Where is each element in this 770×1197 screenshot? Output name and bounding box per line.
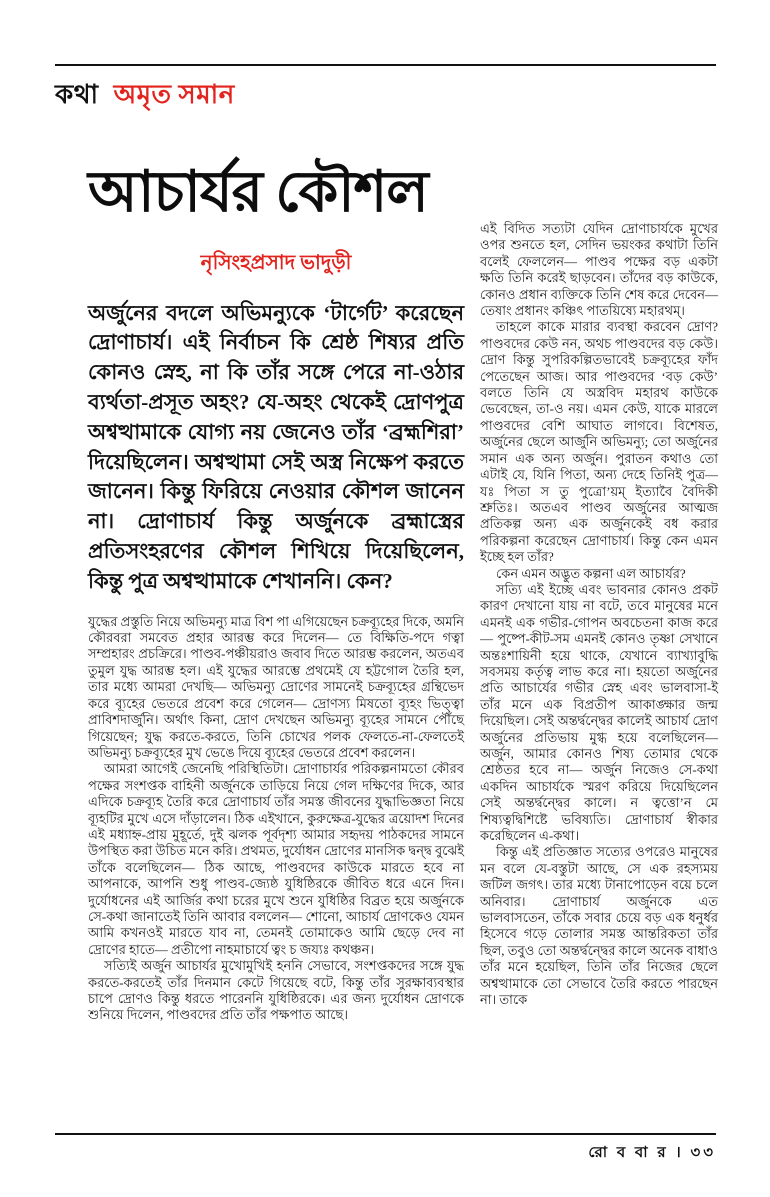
paragraph: তাহলে কাকে মারার ব্যবস্থা করবেন দ্রোণ? পাণ্ডবদের কেউ নন, অথচ পাণ্ডবদের বড় কেউ। দ্রোণ কিন্তু সুপরিকল্পিতভাবেই চক্রব্যূহের ফাঁদ পেতেছেন আজ। আর পাণ্ডবদের ‘বড় কেউ’ বলতে তিনি যে অস্ত্রবিদ মহারথ কাউকে ভেবেছেন, তা-ও নয়। এমন কেউ, যাকে মারলে পাণ্ডবদের বেশি আঘাত লাগবে। বিশেষত, অর্জুনের ছেলে আর্জুনি অভিমন্যু; তো অর্জুনের সমান এক অন্য অর্জুন। পুরাতন কথাও তো এটাই যে, যিনি পিতা, অন্য দেহে তিনিই পুত্র— যঃ পিতা স তু পুত্রো’য়ম্ ইত্যাবৈ বৈদিকী শ্রুতিঃ। অতএব পাণ্ডব অর্জুনের আত্মজ প্রতিকল্প অন্য এক অর্জুনকেই বধ করার পরিকল্পনা করেছেন দ্রোণাচার্য। কিন্তু কেন এমন ইচ্ছে হল তাঁর?: [480, 319, 718, 565]
header-rule: [55, 64, 716, 66]
article-lede: অর্জুনের বদলে অভিমন্যুকে ‘টার্গেট’ করেছেন দ্রোণাচার্য। এই নির্বাচন কি শ্রেষ্ঠ শিষ্যর প্রতি কোনও স্নেহ, না কি তাঁর সঙ্গে পেরে না-ওঠার ব্যর্থতা-প্রসূত অহং? যে-অহং থেকেই দ্রোণপুত্র অশ্বত্থামাকে যোগ্য নয় জেনেও তাঁর ‘ব্রহ্মশিরা’ দিয়েছিলেন। অশ্বত্থামা সেই অস্ত্র নিক্ষেপ করতে জানেন। কিন্তু ফিরিয়ে নেওয়ার কৌশল জানেন না। দ্রোণাচার্য কিন্তু অর্জুনকে ব্রহ্মাস্ত্রের প্রতিসংহরণের কৌশল শিখিয়ে দিয়েছিলেন, কিন্তু পুত্র অশ্বত্থামাকে শেখাননি। কেন?: [88, 300, 464, 593]
article-headline: আচার্যর কৌশল: [88, 161, 428, 224]
footer-rule: [55, 1133, 716, 1135]
left-column-body: [88, 614, 464, 1024]
paragraph: আমরা আগেই জেনেছি পরিস্থিতিটা। দ্রোণাচার্যর পরিকল্পনামতো কৌরব পক্ষের সংশপ্তক বাহিনী অর্জুনকে তাড়িয়ে নিয়ে গেল দক্ষিণের দিকে, আর এদিকে চক্রব্যূহ তৈরি করে দ্রোণাচার্য তাঁর সমস্ত জীবনের যুদ্ধাভিজ্ঞতা নিয়ে ব্যূহটির মুখে এসে দাঁড়ালেন। ঠিক এইখানে, কুরুক্ষেত্র-যুদ্ধের ত্রয়োদশ দিনের এই মধ্যাহ্ন-প্রায় মুহূর্তে, দুই ঝলক পূর্বদৃশ্য আমার সহৃদয় পাঠকদের সামনে উপস্থিত করা উচিত মনে করি। প্রথমত, দুর্যোধন দ্রোণের মানসিক দ্বন্দ্ব বুঝেই তাঁকে বলেছিলেন— ঠিক আছে, পাণ্ডবদের কাউকে মারতে হবে না আপনাকে, আপনি শুধু পাণ্ডব-জ্যেষ্ঠ যুধিষ্ঠিরকে জীবিত ধরে এনে দিন। দুর্যোধনের এই আর্জির কথা চরের মুখে শুনে যুধিষ্ঠির বিব্রত হয়ে অর্জুনকে সে-কথা জানাতেই তিনি আবার বললেন— শোনো, আচার্য দ্রোণকেও যেমন আমি কখনওই মারতে যাব না, তেমনই তোমাকেও আমি ছেড়ে দেব না দ্রোণের হাতে— প্রতীপো নাহমাচার্যে ত্বং চ জয্যঃ কথঞ্চন।: [88, 761, 465, 957]
paragraph: কিন্তু এই প্রতিজ্ঞাত সত্যের ওপরেও মানুষের মন বলে যে-বস্তুটা আছে, সে এক রহস্যময় জটিল জগৎ। তার মধ্যে টানাপোড়েন বয়ে চলে অনিবার। দ্রোণাচার্য অর্জুনকে এত ভালবাসতেন, তাঁকে সবার চেয়ে বড় এক ধনুর্ধর হিসেবে গড়ে তোলার সমস্ত আন্তরিকতা তাঁর ছিল, তবুও তো অন্তর্দ্বন্দ্বের কালে অনেক বাধাও তাঁর মনে হয়েছিল, তিনি তাঁর নিজের ছেলে অশ্বত্থামাকে তো সেভাবে তৈরি করতে পারছেন না। তাকে: [480, 844, 718, 1008]
paragraph: এই বিদিত সত্যটা যেদিন দ্রোণাচার্যকে মুখের ওপর শুনতে হল, সেদিন ভয়ংকর কথাটা তিনি বলেই ফেললেন— পাণ্ডব পক্ষের বড় একটা ক্ষতি তিনি করেই ছাড়বেন। তাঁদের বড় কাউকে, কোনও প্রধান ব্যক্তিকে তিনি শেষ করে দেবেন— তেষাং প্রধানং কঞ্চিৎ পাতয়িষ্যে মহারথম্।: [480, 221, 718, 319]
left-column: [88, 160, 464, 1024]
article-byline: নৃসিংহপ্রসাদ ভাদুড়ী: [200, 251, 352, 274]
paragraph: যুদ্ধের প্রস্তুতি নিয়ে অভিমন্যু মাত্র বিশ পা এগিয়েছেন চক্রব্যূহের দিকে, অমনি কৌরবরা সমবেত প্রহার আরম্ভ করে দিলেন— তে বিক্ষিতি-পদে গত্বা সম্প্রহারং প্রচক্রিরে। পাণ্ডব-পঞ্চীয়রাও জবাব দিতে আরম্ভ করলেন, অতএব তুমুল যুদ্ধ আরম্ভ হল। এই যুদ্ধের আরম্ভে প্রথমেই যে হট্টগোল তৈরি হল, তার মধ্যে আমরা দেখছি— অভিমন্যু দ্রোণের সামনেই চক্রব্যূহের গ্রন্থিভেদ করে ব্যূহের ভেতরে প্রবেশ করে গেলেন— দ্রোণস্য মিষতো ব্যূহং ভিত্ত্বা প্রাবিশদার্জুনি। অর্থাৎ কিনা, দ্রোণ দেখছেন অভিমন্যু ব্যূহের সামনে পৌঁছে গিয়েছেন; যুদ্ধ করতে-করতে, তিনি চোখের পলক ফেলতে-না-ফেলতেই অভিমন্যু চক্রব্যূহের মুখ ভেঙে দিয়ে ব্যূহের ভেতরে প্রবেশ করলেন।: [88, 613, 465, 760]
kicker-word-black: কথা: [55, 80, 99, 109]
footer-folio: রো ব বা র । ৩৩: [588, 1145, 716, 1161]
paragraph: সত্যি এই ইচ্ছে এবং ভাবনার কোনও প্রকট কারণ দেখানো যায় না বটে, তবে মানুষের মনে এমনই এক গভীর-গোপন অবচেতনা কাজ করে— পুষ্পে-কীট-সম এমনই কোনও তৃষ্ণা সেখানে অন্তঃশায়িনী হয়ে থাকে, যেখানে ব্যাখ্যাবুদ্ধি সবসময় কর্তৃত্ব লাভ করে না। হয়তো অর্জুনের প্রতি আচার্যের গভীর স্নেহ এবং ভালবাসা-ই তাঁর মনে এক বিপ্রতীপ আকাঙ্ক্ষার জন্ম দিয়েছিল। সেই অন্তর্দ্বন্দ্বের কালেই আচার্য দ্রোণ অর্জুনের প্রতিভায় মুগ্ধ হয়ে বলেছিলেন— অর্জুন, আমার কোনও শিষ্য তোমার থেকে শ্রেষ্ঠতর হবে না— অর্জুন নিজেও সে-কথা একদিন আচার্যকে স্মরণ করিয়ে দিয়েছিলেন সেই অন্তর্দ্বন্দ্বের কালে। ন ত্বত্তো’ন মে শিষ্যত্বদ্বিশিষ্টে ভবিষ্যতি। দ্রোণাচার্য স্বীকার করেছিলেন এ-কথা।: [480, 581, 718, 844]
paragraph: কেন এমন অদ্ভুত কল্পনা এল আচার্যর?: [496, 565, 686, 581]
kicker-word-red: অমৃত সমান: [113, 80, 235, 109]
right-column: [480, 221, 718, 1009]
paragraph: সত্যিই অর্জুন আচার্যর মুখোমুখিই হননি সেভাবে, সংশপ্তকদের সঙ্গে যুদ্ধ করতে-করতেই তাঁর দিনমান কেটে গিয়েছে বটে, কিন্তু তাঁর সুরক্ষাব্যবস্থার চাপে দ্রোণও কিন্তু ধরতে পারেননি যুধিষ্ঠিরকে। এর জন্য দুর্যোধন দ্রোণকে শুনিয়ে দিলেন, পাণ্ডবদের প্রতি তাঁর পক্ষপাত আছে।: [88, 958, 464, 1023]
section-kicker: [55, 74, 235, 118]
